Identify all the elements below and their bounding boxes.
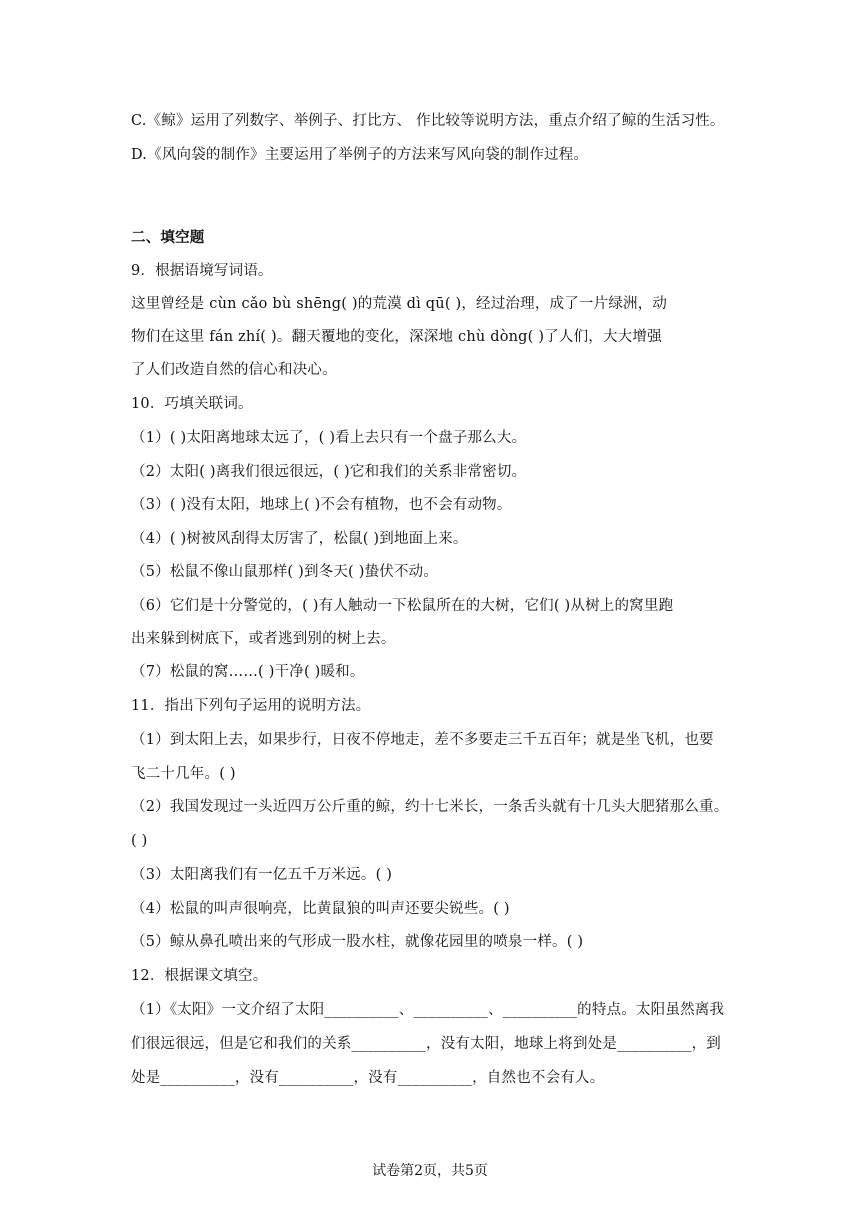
question-10-item: （2）太阳( )离我们很远很远，( )它和我们的关系非常密切。 xyxy=(131,464,527,480)
option-c: C.《鲸》运用了列数字、举例子、打比方、 作比较等说明方法，重点介绍了鲸的生活习性。 xyxy=(131,113,725,129)
question-10-item: （5）松鼠不像山鼠那样( )到冬天( )蛰伏不动。 xyxy=(131,564,439,580)
question-10-item: （4）( )树被风刮得太厉害了，松鼠( )到地面上来。 xyxy=(131,531,468,547)
question-11-item: ( ) xyxy=(131,833,148,849)
question-11-item: 飞二十几年。( ) xyxy=(131,766,236,782)
question-11-title: 11．指出下列句子运用的说明方法。 xyxy=(131,698,371,714)
question-10-item: （1）( )太阳离地球太远了，( )看上去只有一个盘子那么大。 xyxy=(131,430,527,446)
section-heading: 二、填空题 xyxy=(131,229,205,246)
question-10-title: 10．巧填关联词。 xyxy=(131,396,253,412)
page-footer: 试卷第2页，共5页 xyxy=(372,1163,488,1179)
question-12-title: 12．根据课文填空。 xyxy=(131,968,268,984)
question-11-item: （2）我国发现过一头近四万公斤重的鲸，约十七米长，一条舌头就有十几头大肥猪那么重。 xyxy=(131,799,729,815)
question-10-item: 出来躲到树底下，或者逃到别的树上去。 xyxy=(131,631,396,647)
question-11-item: （5）鲸从鼻孔喷出来的气形成一股水柱，就像花园里的喷泉一样。( ) xyxy=(131,934,584,950)
question-11-item: （1）到太阳上去，如果步行，日夜不停地走，差不多要走三千五百年；就是坐飞机，也要 xyxy=(131,732,714,748)
question-9-text-line: 了人们改造自然的信心和决心。 xyxy=(131,362,337,378)
question-10-item: （7）松鼠的窝……( )干净( )暖和。 xyxy=(131,664,365,680)
question-9-text-line: 这里曾经是 cùn cǎo bù shēng( )的荒漠 dì qū( )，经过治理，成了一片绿洲，动 xyxy=(131,296,668,312)
question-10-item: （3）( )没有太阳，地球上( )不会有植物，也不会有动物。 xyxy=(131,497,512,513)
question-9-title: 9．根据语境写词语。 xyxy=(131,263,273,279)
question-11-item: （4）松鼠的叫声很响亮，比黄鼠狼的叫声还要尖锐些。( ) xyxy=(131,901,510,917)
option-d: D.《风向袋的制作》主要运用了举例子的方法来写风向袋的制作过程。 xyxy=(131,147,589,163)
question-10-item: （6）它们是十分警觉的，( )有人触动一下松鼠所在的大树，它们( )从树上的窝里跑 xyxy=(131,598,674,614)
question-9-text-line: 物们在这里 fán zhí( )。翻天覆地的变化，深深地 chù dòng( )了人们，大大增强 xyxy=(131,329,662,345)
question-12-text-line: 处是__________，没有__________，没有__________，自然也不会有人。 xyxy=(131,1070,605,1086)
question-12-text-line: （1）《太阳》一文介绍了太阳__________、__________、__________的特点。太阳虽然离我 xyxy=(131,1002,725,1018)
question-11-item: （3）太阳离我们有一亿五千万米远。( ) xyxy=(131,867,393,883)
question-12-text-line: 们很远很远，但是它和我们的关系__________，没有太阳，地球上将到处是__________，到 xyxy=(131,1036,721,1052)
